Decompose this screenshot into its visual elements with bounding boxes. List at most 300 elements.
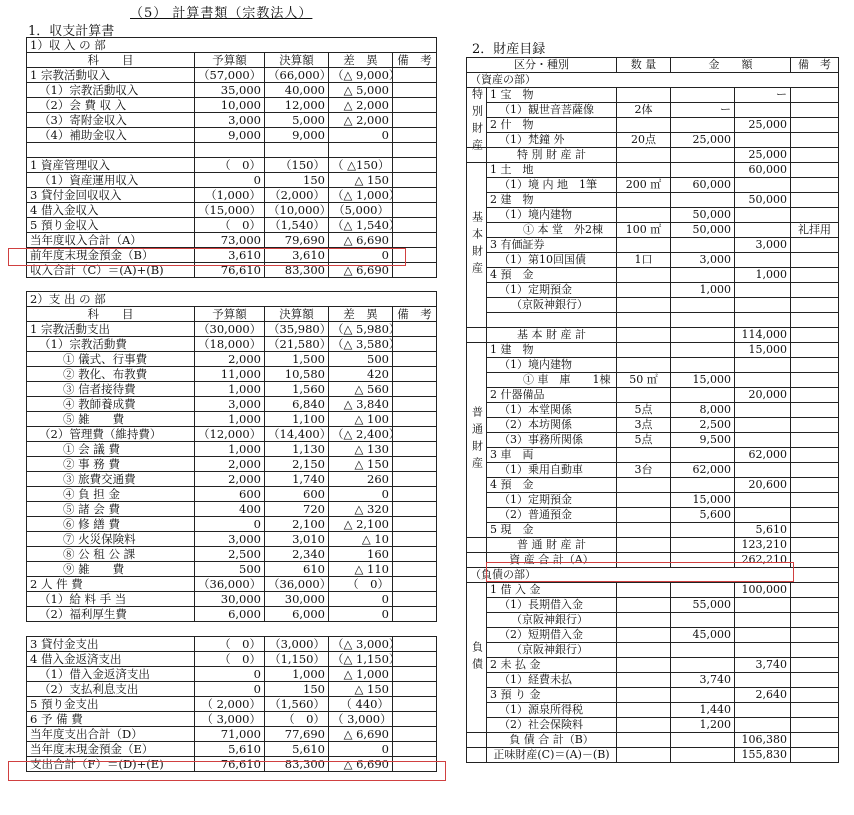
budget-cell: 0 [195,517,265,532]
row-label: （京阪神銀行） [487,298,617,313]
table-row [467,268,839,283]
variance-cell: （△ 3,000） [329,637,393,652]
variance-cell: （△ 1,150） [329,652,393,667]
remarks-cell [791,433,839,448]
table-row [27,263,437,278]
variance-cell: （△ 5,980） [329,322,393,337]
budget-cell: （1,000） [195,188,265,203]
quantity-cell [617,538,671,553]
sub-amount-cell: 45,000 [671,628,735,643]
budget-cell: （36,000） [195,577,265,592]
col-header-remarks: 備 考 [791,58,839,73]
amount-cell: ー [735,88,791,103]
budget-cell: 76,610 [195,757,265,772]
budget-cell: 1,000 [195,382,265,397]
amount-cell: 15,000 [735,343,791,358]
actual-cell: 79,690 [265,233,329,248]
budget-cell: 11,000 [195,367,265,382]
col-header-budget: 予算額 [195,53,265,68]
actual-cell: 2,100 [265,517,329,532]
table-row [27,397,437,412]
remarks-cell [393,233,437,248]
table-row [467,313,839,328]
actual-cell: （1,540） [265,218,329,233]
budget-cell: 6,000 [195,607,265,622]
quantity-cell: 2体 [617,103,671,118]
group-label: 普通財産 [467,343,487,538]
row-label: 2 人 件 費 [27,577,195,592]
actual-cell: （10,000） [265,203,329,218]
spacer-cell [467,748,487,763]
actual-cell: （1,560） [265,697,329,712]
row-label: （2）福利厚生費 [27,607,195,622]
actual-cell: 720 [265,502,329,517]
remarks-cell [791,493,839,508]
row-label: 3 車 両 [487,448,617,463]
budget-cell: 3,610 [195,248,265,263]
remarks-cell [791,283,839,298]
remarks-cell [791,628,839,643]
amount-cell: 262,210 [735,553,791,568]
col-header-variance: 差 異 [329,53,393,68]
row-label: 当年度支出合計（D） [27,727,195,742]
amount-cell: 25,000 [735,118,791,133]
actual-cell: 1,100 [265,412,329,427]
total-row [467,748,839,763]
quantity-cell [617,193,671,208]
row-label: 支出合計（F）＝(D)+(E) [27,757,195,772]
row-label: 当年度収入合計（A） [27,233,195,248]
remarks-cell [791,538,839,553]
table-row [27,487,437,502]
budget-cell: 3,000 [195,397,265,412]
row-label: （1）観世音菩薩像 [487,103,617,118]
quantity-cell [617,448,671,463]
actual-cell: （36,000） [265,577,329,592]
sub-amount-cell: 3,740 [671,673,735,688]
sub-amount-cell: 60,000 [671,178,735,193]
remarks-cell [393,697,437,712]
table-row [467,133,839,148]
budget-cell: 1,000 [195,412,265,427]
row-label: （1）経費未払 [487,673,617,688]
sub-amount-cell [671,148,735,163]
quantity-cell [617,118,671,133]
actual-cell: （1,150） [265,652,329,667]
actual-cell: 6,000 [265,607,329,622]
row-label: 当年度末現金預金（E） [27,742,195,757]
sub-amount-cell [671,298,735,313]
row-label: ④ 負 担 金 [27,487,195,502]
variance-cell: （ 0） [329,577,393,592]
remarks-cell [791,403,839,418]
actual-cell: 1,130 [265,442,329,457]
table-row [27,577,437,592]
amount-cell: 20,000 [735,388,791,403]
total-label: 資 産 合 計（A） [487,553,617,568]
sub-amount-cell [671,238,735,253]
variance-cell: （ 3,000） [329,712,393,727]
variance-cell: （△ 3,580） [329,337,393,352]
actual-cell: （150） [265,158,329,173]
spacer-cell [467,328,487,343]
remarks-cell [791,148,839,163]
col-header-remarks: 備 考 [393,53,437,68]
income-table [26,37,437,278]
remarks-cell [791,313,839,328]
sub-amount-cell [671,523,735,538]
row-label: （京阪神銀行） [487,643,617,658]
row-label: ⑥ 修 繕 費 [27,517,195,532]
row-label: 3 貸付金回収収入 [27,188,195,203]
amount-cell [735,358,791,373]
row-label: ④ 教師養成費 [27,397,195,412]
actual-cell: 600 [265,487,329,502]
variance-cell: △ 560 [329,382,393,397]
sub-amount-cell: 50,000 [671,223,735,238]
table-row [27,637,437,652]
row-label: （1）長期借入金 [487,598,617,613]
sub-amount-cell [671,448,735,463]
row-label: （3）寄附金収入 [27,113,195,128]
amount-cell [735,643,791,658]
remarks-cell [791,388,839,403]
table-row [27,173,437,188]
sub-amount-cell: 50,000 [671,208,735,223]
assets-heading: （資産の部） [467,73,839,88]
remarks-cell [791,658,839,673]
table-row [467,238,839,253]
row-label: 5 預り金収入 [27,218,195,233]
remarks-cell [393,203,437,218]
actual-cell: 10,580 [265,367,329,382]
row-label: （1）定期預金 [487,493,617,508]
budget-cell: 5,610 [195,742,265,757]
amount-cell: 50,000 [735,193,791,208]
spacer-cell [467,733,487,748]
row-label: 5 現 金 [487,523,617,538]
quantity-cell [617,553,671,568]
actual-cell: （66,000） [265,68,329,83]
budget-cell: （15,000） [195,203,265,218]
total-row [467,553,839,568]
quantity-cell: 5点 [617,403,671,418]
row-label: （1）梵鐘 外 [487,133,617,148]
group-label: 基本財産 [467,163,487,328]
actual-cell: 83,300 [265,263,329,278]
row-label: 1 建 物 [487,343,617,358]
group-label: 負債 [467,583,487,733]
actual-cell: 12,000 [265,98,329,113]
actual-cell: 1,740 [265,472,329,487]
table-row [27,98,437,113]
remarks-cell [791,583,839,598]
remarks-cell [791,478,839,493]
remarks-cell [393,412,437,427]
remarks-cell [791,88,839,103]
remarks-cell [791,703,839,718]
quantity-cell [617,328,671,343]
variance-cell: △ 10 [329,532,393,547]
budget-cell: 400 [195,502,265,517]
sub-amount-cell: 15,000 [671,493,735,508]
remarks-cell [393,442,437,457]
remarks-cell [393,727,437,742]
sub-amount-cell [671,88,735,103]
sub-amount-cell [671,313,735,328]
row-label: （1）資産運用収入 [27,173,195,188]
table-row [27,667,437,682]
row-label: （1）給 料 手 当 [27,592,195,607]
remarks-cell [393,263,437,278]
asset-inventory-title: 2．財産目録 [472,42,546,57]
budget-cell: 3,000 [195,113,265,128]
amount-cell [735,103,791,118]
table-row [27,113,437,128]
table-row [467,433,839,448]
row-label: 1 資産管理収入 [27,158,195,173]
remarks-cell [393,352,437,367]
variance-cell: △ 5,000 [329,83,393,98]
sub-amount-cell [671,748,735,763]
table-row [27,442,437,457]
remarks-cell [791,418,839,433]
quantity-cell [617,343,671,358]
quantity-cell: 20点 [617,133,671,148]
budget-cell: 73,000 [195,233,265,248]
sub-amount-cell [671,118,735,133]
row-label: ① 本 堂 外2棟 [487,223,617,238]
budget-cell: 10,000 [195,98,265,113]
col-header-variance: 差 異 [329,307,393,322]
row-label: 2 建 物 [487,193,617,208]
actual-cell: 1,000 [265,667,329,682]
table-row [27,457,437,472]
variance-cell: 160 [329,547,393,562]
remarks-cell [393,83,437,98]
amount-cell: 114,000 [735,328,791,343]
table-row [467,643,839,658]
variance-cell: 0 [329,128,393,143]
budget-cell: 2,500 [195,547,265,562]
table-row [27,218,437,233]
budget-cell: 2,000 [195,352,265,367]
budget-cell [195,143,265,158]
table-row [467,598,839,613]
actual-cell: 2,340 [265,547,329,562]
table-row [467,343,839,358]
budget-cell: 0 [195,173,265,188]
table-row [467,163,839,178]
variance-cell: 0 [329,248,393,263]
row-label: 前年度末現金預金（B） [27,248,195,263]
table-row [27,352,437,367]
row-label: ⑨ 雑 費 [27,562,195,577]
section-heading-row [467,568,839,583]
table-row [467,283,839,298]
row-label: （1）宗教活動収入 [27,83,195,98]
row-label: 1 宗教活動支出 [27,322,195,337]
actual-cell: （21,580） [265,337,329,352]
sub-amount-cell: 8,000 [671,403,735,418]
table-row [27,607,437,622]
quantity-cell [617,88,671,103]
table-row [467,523,839,538]
table-row [27,502,437,517]
budget-cell: 71,000 [195,727,265,742]
amount-cell [735,133,791,148]
variance-cell: 500 [329,352,393,367]
table-row [27,547,437,562]
actual-cell: 5,000 [265,113,329,128]
row-label: （2）支払利息支出 [27,682,195,697]
variance-cell: △ 1,000 [329,667,393,682]
remarks-cell [393,577,437,592]
variance-cell: （△ 1,000） [329,188,393,203]
col-header-actual: 決算額 [265,307,329,322]
row-label: ① 会 議 費 [27,442,195,457]
row-label: （1）境内建物 [487,358,617,373]
remarks-cell [393,143,437,158]
quantity-cell [617,598,671,613]
table-row [467,88,839,103]
variance-cell: △ 2,100 [329,517,393,532]
variance-cell: 0 [329,742,393,757]
remarks-cell [791,373,839,388]
actual-cell: 30,000 [265,592,329,607]
quantity-cell [617,673,671,688]
amount-cell: 1,000 [735,268,791,283]
amount-cell: 3,000 [735,238,791,253]
quantity-cell [617,163,671,178]
budget-cell: （ 0） [195,652,265,667]
row-label: （1）定期預金 [487,283,617,298]
total-label: 正味財産(C)＝(A)－(B) [487,748,617,763]
row-label: （1）本堂関係 [487,403,617,418]
amount-cell [735,673,791,688]
table-row [467,613,839,628]
quantity-cell [617,358,671,373]
actual-cell: 9,000 [265,128,329,143]
amount-cell [735,433,791,448]
expense-heading: 2）支 出 の 部 [27,292,437,307]
variance-cell: △ 100 [329,412,393,427]
remarks-cell [791,268,839,283]
variance-cell: 0 [329,607,393,622]
table-row [467,688,839,703]
budget-cell: （18,000） [195,337,265,352]
row-label: ③ 旅費交通費 [27,472,195,487]
quantity-cell [617,238,671,253]
table-row [27,158,437,173]
quantity-cell: 3点 [617,418,671,433]
budget-cell: （ 0） [195,158,265,173]
remarks-cell [791,748,839,763]
actual-cell: （2,000） [265,188,329,203]
remarks-cell [393,113,437,128]
actual-cell: （3,000） [265,637,329,652]
row-label: 2 未 払 金 [487,658,617,673]
amount-cell: 5,610 [735,523,791,538]
total-label: 普 通 財 産 計 [487,538,617,553]
remarks-cell [393,397,437,412]
table-row [467,253,839,268]
table-row [467,208,839,223]
quantity-cell [617,628,671,643]
remarks-cell [393,128,437,143]
budget-cell: （30,000） [195,322,265,337]
quantity-cell [617,298,671,313]
row-label: 2 什器備品 [487,388,617,403]
row-label [27,143,195,158]
col-header-actual: 決算額 [265,53,329,68]
budget-cell: （ 0） [195,637,265,652]
remarks-cell [791,718,839,733]
quantity-cell [617,493,671,508]
sub-amount-cell [671,538,735,553]
table-row [27,188,437,203]
quantity-cell [617,208,671,223]
sub-amount-cell [671,388,735,403]
variance-cell: （△ 9,000） [329,68,393,83]
actual-cell: 6,840 [265,397,329,412]
row-label: （4）補助金収入 [27,128,195,143]
remarks-cell [791,328,839,343]
quantity-cell [617,718,671,733]
table-row [467,418,839,433]
sub-amount-cell [671,343,735,358]
row-label: 3 有価証券 [487,238,617,253]
budget-cell: 9,000 [195,128,265,143]
sub-amount-cell: 2,500 [671,418,735,433]
sub-amount-cell: 62,000 [671,463,735,478]
budget-cell: 2,000 [195,457,265,472]
sub-amount-cell [671,163,735,178]
expense-table [26,291,437,622]
actual-cell: （14,400） [265,427,329,442]
row-label: （1）乗用自動車 [487,463,617,478]
quantity-cell [617,148,671,163]
variance-cell: △ 6,690 [329,233,393,248]
table-row [467,373,839,388]
row-label: 6 予 備 費 [27,712,195,727]
sub-amount-cell [671,358,735,373]
table-row [467,583,839,598]
table-row [27,248,437,263]
row-label: （1）境内建物 [487,208,617,223]
remarks-cell [791,688,839,703]
row-label: ⑤ 雑 費 [27,412,195,427]
remarks-cell [791,298,839,313]
col-header-amount: 金 額 [671,58,791,73]
spacer-cell [467,538,487,553]
variance-cell: （△ 1,540） [329,218,393,233]
remarks-cell [393,682,437,697]
row-label: （3）事務所関係 [487,433,617,448]
row-label: ⑤ 諸 会 費 [27,502,195,517]
spacer-cell [467,553,487,568]
actual-cell: 3,610 [265,248,329,263]
sub-amount-cell: 15,000 [671,373,735,388]
table-row [467,103,839,118]
group-label: 特別財産 [467,88,487,148]
row-label: （1）境 内 地 1筆 [487,178,617,193]
table-row [27,592,437,607]
remarks-cell [393,712,437,727]
table-row [467,118,839,133]
table-row [27,682,437,697]
asset-inventory-table [466,57,839,763]
